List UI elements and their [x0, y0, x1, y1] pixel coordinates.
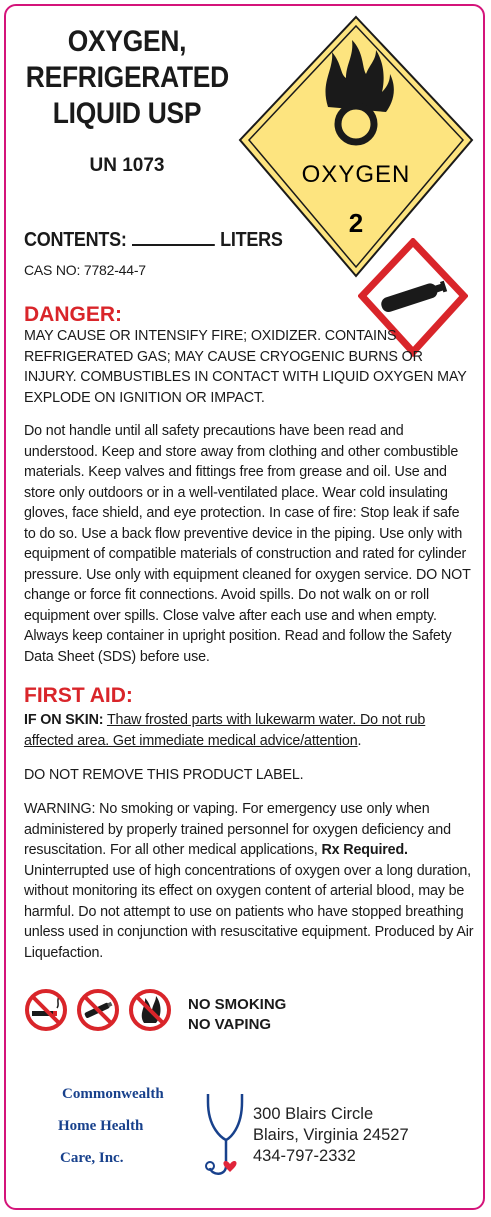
no-smoking-text: NO SMOKING NO VAPING — [188, 996, 287, 1033]
first-aid-instructions: Thaw frosted parts with lukewarm water. Do not rub affected area. Get immediate medical advice/attention — [24, 712, 426, 749]
product-title: OXYGEN, REFRIGERATED LIQUID USP — [25, 25, 229, 130]
first-aid-label: IF ON SKIN: — [24, 712, 104, 728]
placard-class: 2 — [348, 208, 364, 238]
no-open-flame-icon — [128, 988, 172, 1032]
company-phone: 434-797-2332 — [253, 1147, 356, 1165]
un-number: UN 1073 — [89, 155, 165, 176]
do-not-remove-notice: DO NOT REMOVE THIS PRODUCT LABEL. — [24, 767, 304, 783]
danger-text: MAY CAUSE OR INTENSIFY FIRE; OXIDIZER. CONTAINS REFRIGERATED GAS; MAY CAUSE CRYOGENIC BURNS OR INJURY. COMBUSTIBLES IN CONTACT WITH LIQUID OXYGEN MAY EXPLODE ON IGNITION OR IMPACT. — [24, 328, 467, 406]
stethoscope-heart-icon — [202, 1088, 247, 1183]
no-vaping-icon — [76, 988, 120, 1032]
precautions-text: Do not handle until all safety precautions have been read and understood. Keep and store away from clothing and other combustible materials. Keep valves and fittings free from grease and oil. Use and store only outdoors or in a well-ventilated place. Wear cold insulating gloves, face shield, and eye protection. In case of fire: Stop leak if safe to do so. Use a back flow preventive device in the piping. Use only with equipment of compatible materials of construction and rated for cylinder pressure. Use only with equipment cleaned for oxygen service. DO NOT change or force fit connections. Avoid spills. Do not walk on or roll equipment over spills. Close valve after each use and when empty. Always keep container in upright position. Read and follow the Safety Data Sheet (SDS) before use. — [24, 423, 471, 665]
company-address: 300 Blairs Circle Blairs, Virginia 24527 434-797-2332 — [253, 1105, 409, 1165]
contents-unit: LITERS — [220, 229, 283, 251]
first-aid-text: IF ON SKIN: Thaw frosted parts with lukewarm water. Do not rub affected area. Get immediate medical advice/attention. — [24, 712, 426, 749]
first-aid-heading: FIRST AID: — [24, 684, 133, 707]
company-logo: Commonwealth Home Health Care, Inc. — [52, 1078, 247, 1183]
rx-required: Rx Required. — [321, 842, 408, 858]
warning-text: WARNING: No smoking or vaping. For emergency use only when administered by properly trained personnel for oxygen deficiency and resuscitation. For all other medical applications, Rx Required. Uninterrupted use of high concentrations of oxygen over a long duration, without monitoring its effect on oxygen content of arterial blood, may be harmful. Do not attempt to use on patients who have stopped breathing unless used in conjunction with resuscitative equipment. Produced by Air Liquefaction. — [24, 801, 474, 961]
contents-line — [24, 228, 283, 252]
contents-label: CONTENTS: — [24, 229, 127, 251]
no-smoking-icon — [24, 988, 68, 1032]
danger-heading: DANGER: — [24, 303, 122, 326]
cas-number: CAS NO: 7782-44-7 — [24, 262, 146, 278]
placard-label: OXYGEN — [301, 161, 411, 188]
contents-blank — [132, 228, 215, 246]
